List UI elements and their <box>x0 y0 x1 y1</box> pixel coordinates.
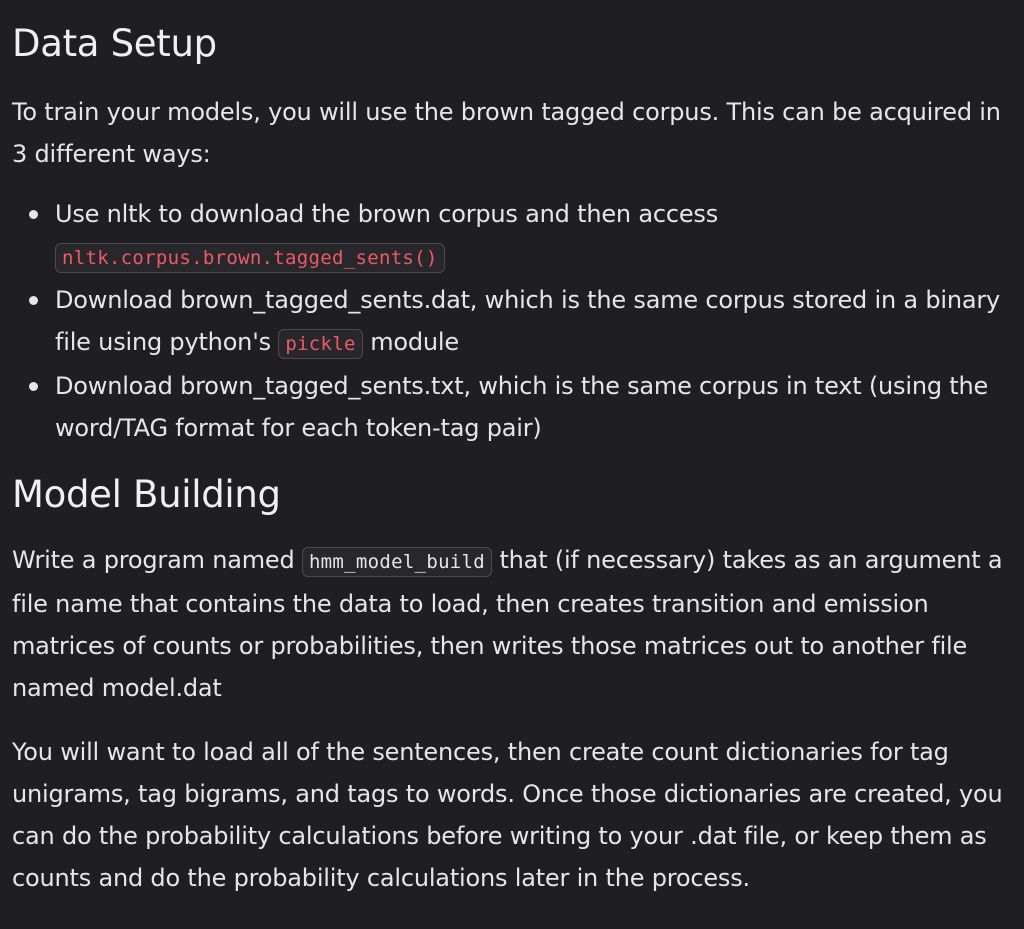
list-item <box>55 279 1012 365</box>
model-building-paragraph-1 <box>12 539 1012 709</box>
list-item-text: Use nltk to download the brown corpus and then access <box>55 199 719 228</box>
bullet-icon <box>29 210 38 219</box>
data-source-list <box>12 193 1012 449</box>
list-item <box>55 365 1012 449</box>
list-item-text: module <box>362 327 459 356</box>
model-building-paragraph-2: You will want to load all of the sentences, then create count dictionaries for tag unigrams, tag bigrams, and tags to words. Once those dictionaries are created, you can do the probability calculations before writing to your .dat file, or keep them as counts and do the probability calculations later in the process. <box>12 738 1003 893</box>
bullet-icon <box>29 382 38 391</box>
list-item <box>55 193 1012 279</box>
heading-model-building: Model Building <box>12 472 281 516</box>
inline-code: nltk.corpus.brown.tagged_sents() <box>55 243 445 273</box>
inline-code: pickle <box>278 329 362 359</box>
list-item-text: Download brown_tagged_sents.txt, which is the same corpus in text (using the word/TAG format for each token-tag pair) <box>55 371 989 442</box>
heading-data-setup: Data Setup <box>12 22 217 65</box>
inline-code: hmm_model_build <box>302 547 492 577</box>
paragraph-text: Write a program named <box>12 546 302 575</box>
list-item-text: Download brown_tagged_sents.dat, which is the same corpus stored in a binary file using python's <box>55 285 1001 356</box>
paragraph-text: that (if necessary) takes as an argument a file name that contains the data to load, then creates transition and emission matrices of counts or probabilities, then writes those matrices out to another file named model.dat <box>12 546 1003 703</box>
data-setup-intro: To train your models, you will use the brown tagged corpus. This can be acquired in 3 different ways: <box>12 97 1001 168</box>
bullet-icon <box>29 296 38 305</box>
